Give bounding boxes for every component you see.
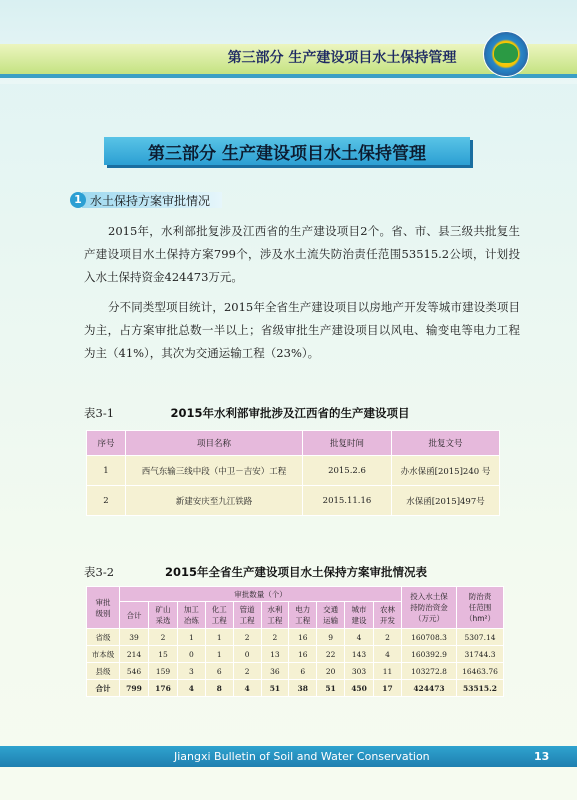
table-cell: 2: [261, 629, 289, 646]
col-header: 矿山 采选: [148, 602, 177, 629]
table-cell: 39: [120, 629, 149, 646]
paragraph-1: 2015年，水利部批复涉及江西省的生产建设项目2个。省、市、县三级共批复生产建设项目水土保持方案799个，涉及水土流失防治责任范围53515.2公顷，计划投入水土保持资金424473万元。: [84, 224, 520, 284]
col-header: 城市 建设: [345, 602, 374, 629]
table-cell: 51: [317, 680, 345, 697]
table1-title: 2015年水利部审批涉及江西省的生产建设项目: [170, 406, 410, 420]
table-cell: 5307.14: [457, 629, 504, 646]
table-cell: 2: [233, 629, 261, 646]
table-cell: 6: [289, 663, 317, 680]
table-cell: 17: [374, 680, 402, 697]
table-cell: 合计: [87, 680, 120, 697]
table-cell: 303: [345, 663, 374, 680]
table-cell: 13: [261, 646, 289, 663]
table-cell: 546: [120, 663, 149, 680]
footer-text: Jiangxi Bulletin of Soil and Water Conservation: [174, 750, 430, 763]
table-header-row: [87, 431, 500, 456]
header-rule: [0, 74, 577, 78]
col-header: 批复文号: [392, 431, 500, 456]
table-cell: 159: [148, 663, 177, 680]
table-cell: 103272.8: [402, 663, 457, 680]
table-cell: 2: [87, 486, 126, 516]
table-cell: 2: [148, 629, 177, 646]
table-cell: 2015.2.6: [303, 456, 392, 486]
table-cell: 1: [87, 456, 126, 486]
table-cell: 11: [374, 663, 402, 680]
table1-caption: 表3-1: [84, 406, 115, 420]
table-cell: 8: [205, 680, 233, 697]
col-header: 加工 冶炼: [177, 602, 205, 629]
table-cell: 31744.3: [457, 646, 504, 663]
table-cell: 53515.2: [457, 680, 504, 697]
table-cell: 4: [177, 680, 205, 697]
table-cell: 143: [345, 646, 374, 663]
table-cell: 15: [148, 646, 177, 663]
table-row: [87, 629, 504, 646]
table-cell: 办水保函[2015]240 号: [392, 456, 500, 486]
table-cell: 新建安庆至九江铁路: [126, 486, 303, 516]
table-cell: 1: [205, 629, 233, 646]
table-cell: 4: [233, 680, 261, 697]
table-cell: 20: [317, 663, 345, 680]
table-approval-statistics: [86, 586, 504, 697]
page-number: 13: [534, 750, 550, 763]
col-header: 农林 开发: [374, 602, 402, 629]
table-cell: 160392.9: [402, 646, 457, 663]
table-cell: 799: [120, 680, 149, 697]
table-cell: 450: [345, 680, 374, 697]
table-cell: 省级: [87, 629, 120, 646]
table-cell: 214: [120, 646, 149, 663]
table-cell: 1: [177, 629, 205, 646]
col-header: 电力 工程: [289, 602, 317, 629]
table-cell: 6: [205, 663, 233, 680]
table-cell: 0: [177, 646, 205, 663]
col-header: 审批 级别: [87, 587, 120, 629]
table-cell: 3: [177, 663, 205, 680]
table-row: [87, 663, 504, 680]
table-cell: 4: [345, 629, 374, 646]
col-header: 防治责 任范围 （hm²）: [457, 587, 504, 629]
table-approved-projects: [86, 430, 500, 516]
subsection-number: 1: [70, 192, 86, 208]
table-cell: 160708.3: [402, 629, 457, 646]
bulletin-logo-icon: [484, 32, 528, 76]
table-cell: 38: [289, 680, 317, 697]
table-cell: 2015.11.16: [303, 486, 392, 516]
table-row: [87, 456, 500, 486]
table-cell: 县级: [87, 663, 120, 680]
section-banner: [104, 137, 470, 165]
table-cell: 16463.76: [457, 663, 504, 680]
table-cell: 22: [317, 646, 345, 663]
table-cell: 1: [205, 646, 233, 663]
table-row: [87, 680, 504, 697]
table-cell: 2: [233, 663, 261, 680]
paragraph-2: 分不同类型项目统计，2015年全省生产建设项目以房地产开发等城市建设类项目为主，占方案审批总数一半以上；省级审批生产建设项目以风电、输变电等电力工程为主（41%），其次为交通运输工程（23%）。: [84, 300, 520, 360]
table-cell: 51: [261, 680, 289, 697]
table2-title: 2015年全省生产建设项目水土保持方案审批情况表: [164, 565, 427, 579]
col-header: 水利 工程: [261, 602, 289, 629]
section-title: 第三部分 生产建设项目水土保持管理: [148, 144, 426, 164]
table-cell: 0: [233, 646, 261, 663]
col-header: 化工 工程: [205, 602, 233, 629]
table-cell: 水保函[2015]497号: [392, 486, 500, 516]
table-cell: 176: [148, 680, 177, 697]
table-cell: 36: [261, 663, 289, 680]
col-header: 合计: [120, 602, 149, 629]
table-cell: 16: [289, 629, 317, 646]
table-header-row: [87, 587, 504, 602]
table-cell: 市本级: [87, 646, 120, 663]
table-cell: 西气东输三线中段（中卫－吉安）工程: [126, 456, 303, 486]
table2-caption: 表3-2: [84, 565, 115, 579]
col-header: 项目名称: [126, 431, 303, 456]
col-header: 投入水土保 持防治资金 （万元）: [402, 587, 457, 629]
col-header: 交通 运输: [317, 602, 345, 629]
header-title: 第三部分 生产建设项目水土保持管理: [227, 50, 457, 66]
table-row: [87, 646, 504, 663]
subsection-title: 水土保持方案审批情况: [90, 194, 211, 208]
table-row: [87, 486, 500, 516]
table-cell: 2: [374, 629, 402, 646]
table-cell: 9: [317, 629, 345, 646]
table-cell: 4: [374, 646, 402, 663]
col-group-header: 审批数量（个）: [120, 587, 402, 602]
col-header: 序号: [87, 431, 126, 456]
col-header: 管道 工程: [233, 602, 261, 629]
table-cell: 424473: [402, 680, 457, 697]
col-header: 批复时间: [303, 431, 392, 456]
table-cell: 16: [289, 646, 317, 663]
